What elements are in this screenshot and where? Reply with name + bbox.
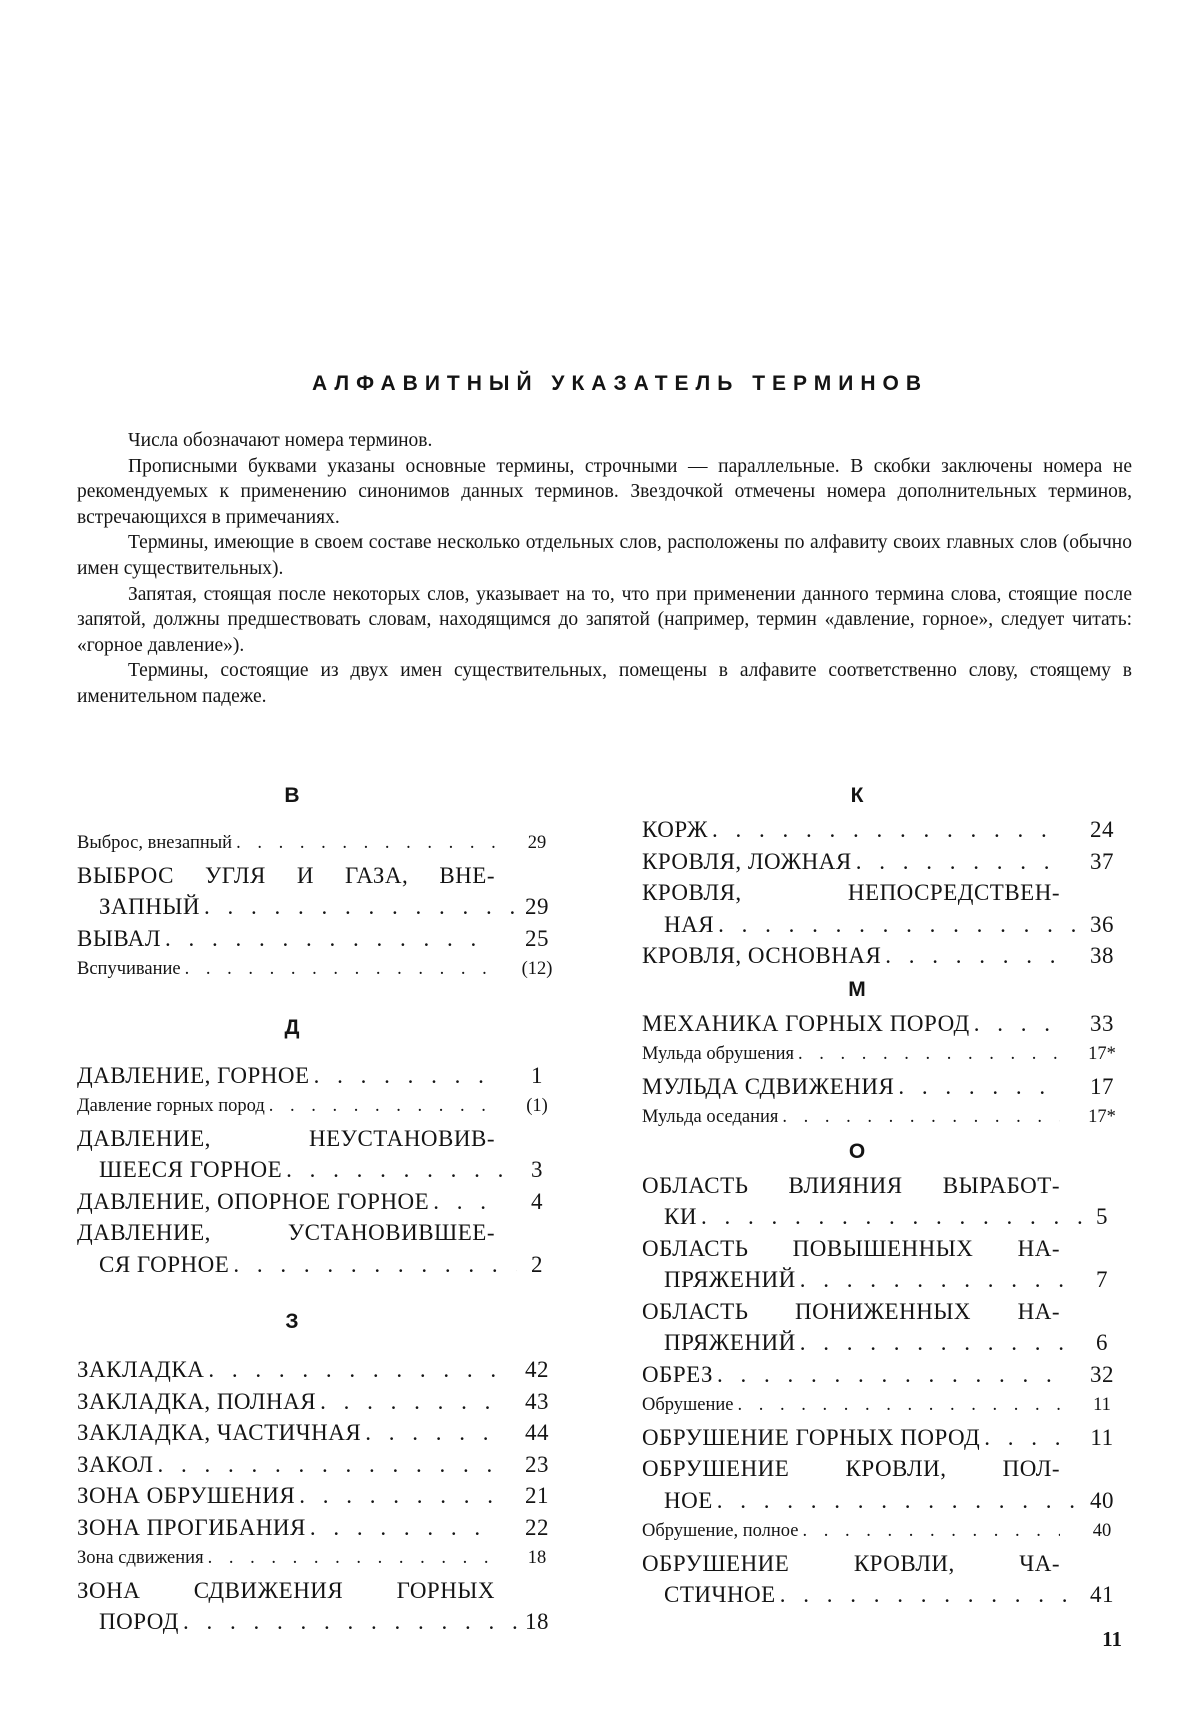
entry-term: ШЕЕСЯ ГОРНОЕ bbox=[99, 1154, 282, 1186]
dot-leader bbox=[183, 1606, 517, 1638]
entry-term: ЗАПНЫЙ bbox=[99, 891, 200, 923]
index-entry bbox=[642, 1008, 1132, 1040]
index-entry bbox=[642, 1233, 1132, 1296]
index-entry bbox=[642, 1422, 1132, 1454]
index-entry bbox=[77, 1186, 567, 1218]
dot-leader bbox=[269, 1091, 495, 1123]
index-column-right bbox=[642, 778, 1132, 1611]
index-entry bbox=[77, 1449, 567, 1481]
entry-term: КОРЖ bbox=[642, 814, 708, 846]
index-entry bbox=[642, 877, 1132, 940]
dot-leader bbox=[974, 1008, 1060, 1040]
index-entry bbox=[642, 940, 1132, 972]
section-letter: К bbox=[642, 778, 1072, 814]
intro-paragraph: Прописными буквами указаны основные термины, строчными — параллельные. В скобки заключены номера не рекомендуемых к применению синонимов данных терминов. Звездочкой отмечены номера дополнительных терминов, встречающихся в примечаниях. bbox=[77, 454, 1132, 531]
index-entry bbox=[642, 846, 1132, 878]
entry-number: 22 bbox=[507, 1512, 567, 1544]
entry-number: 25 bbox=[507, 923, 567, 955]
entry-term-line: ОБРУШЕНИЕ КРОВЛИ, ЧА- bbox=[642, 1548, 1060, 1580]
entry-term-line: ВЫБРОС УГЛЯ И ГАЗА, ВНЕ- bbox=[77, 860, 495, 892]
dot-leader bbox=[717, 1359, 1060, 1391]
entry-number: 18 bbox=[507, 1543, 567, 1575]
index-entry bbox=[642, 1390, 1132, 1422]
entry-term: ЗАКЛАДКА, ЧАСТИЧНАЯ bbox=[77, 1417, 361, 1449]
entry-number: 40 bbox=[1072, 1516, 1132, 1548]
dot-leader bbox=[314, 1060, 495, 1092]
dot-leader bbox=[365, 1417, 495, 1449]
intro-paragraph: Числа обозначают номера терминов. bbox=[77, 428, 1132, 454]
entry-term-line: КРОВЛЯ, НЕПОСРЕДСТВЕН- bbox=[642, 877, 1060, 909]
entry-term: Давление горных пород bbox=[77, 1091, 265, 1123]
entry-term: Зона сдвижения bbox=[77, 1543, 204, 1575]
entry-number: 5 bbox=[1072, 1201, 1132, 1233]
entry-number: 42 bbox=[507, 1354, 567, 1386]
entry-number: 44 bbox=[507, 1417, 567, 1449]
index-column-left bbox=[77, 778, 567, 1638]
dot-leader bbox=[798, 1039, 1060, 1071]
entry-number: 24 bbox=[1072, 814, 1132, 846]
index-entry bbox=[642, 1548, 1132, 1611]
index-entry bbox=[77, 1091, 567, 1123]
entry-term: ОБРУШЕНИЕ ГОРНЫХ ПОРОД bbox=[642, 1422, 980, 1454]
dot-leader bbox=[185, 954, 495, 986]
entry-number: 21 bbox=[507, 1480, 567, 1512]
index-entry bbox=[642, 1170, 1132, 1233]
entry-term: Обрушение bbox=[642, 1390, 734, 1422]
dot-leader bbox=[299, 1480, 495, 1512]
dot-leader bbox=[738, 1390, 1061, 1422]
dot-leader bbox=[208, 1543, 495, 1575]
entry-term-line: ЗОНА СДВИЖЕНИЯ ГОРНЫХ bbox=[77, 1575, 495, 1607]
entry-number: (1) bbox=[507, 1091, 567, 1123]
dot-leader bbox=[433, 1186, 495, 1218]
entry-term: Вспучивание bbox=[77, 954, 181, 986]
index-entry bbox=[77, 1480, 567, 1512]
dot-leader bbox=[802, 1516, 1060, 1548]
entry-number: 43 bbox=[507, 1386, 567, 1418]
entry-number: 29 bbox=[507, 891, 567, 923]
dot-leader bbox=[885, 940, 1060, 972]
entry-term: ОБРЕЗ bbox=[642, 1359, 713, 1391]
entry-number: 4 bbox=[507, 1186, 567, 1218]
entry-number: 11 bbox=[1072, 1422, 1132, 1454]
dot-leader bbox=[984, 1422, 1060, 1454]
intro-paragraph: Термины, состоящие из двух имен существительных, помещены в алфавите соответственно слову, стоящему в именительном падеже. bbox=[77, 658, 1132, 709]
section-letter: В bbox=[77, 778, 507, 814]
index-entry bbox=[642, 1102, 1132, 1134]
section-letter: М bbox=[642, 972, 1072, 1008]
index-entry bbox=[77, 1512, 567, 1544]
entry-term: ЗАКЛАДКА bbox=[77, 1354, 204, 1386]
entry-term: КРОВЛЯ, ОСНОВНАЯ bbox=[642, 940, 881, 972]
entry-number: 23 bbox=[507, 1449, 567, 1481]
dot-leader bbox=[320, 1386, 495, 1418]
dot-leader bbox=[208, 1354, 495, 1386]
entry-term: НАЯ bbox=[664, 909, 714, 941]
entry-number: 6 bbox=[1072, 1327, 1132, 1359]
entry-number: 17* bbox=[1072, 1102, 1132, 1134]
page-number: 11 bbox=[1102, 1627, 1122, 1652]
entry-number: 2 bbox=[507, 1249, 567, 1281]
entry-number: 17 bbox=[1072, 1071, 1132, 1103]
index-entry bbox=[642, 1453, 1132, 1516]
dot-leader bbox=[233, 1249, 517, 1281]
entry-term: МЕХАНИКА ГОРНЫХ ПОРОД bbox=[642, 1008, 970, 1040]
entry-term: СЯ ГОРНОЕ bbox=[99, 1249, 229, 1281]
index-entry bbox=[77, 828, 567, 860]
entry-number: (12) bbox=[507, 954, 567, 986]
dot-leader bbox=[800, 1264, 1082, 1296]
entry-term: Мульда оседания bbox=[642, 1102, 778, 1134]
intro-paragraph: Запятая, стоящая после некоторых слов, указывает на то, что при применении данного термина слова, стоящие после запятой, должны предшествовать словам, находящимся до запятой (например, термин «давление, горное», следует читать: «горное давление»). bbox=[77, 582, 1132, 659]
entry-term: МУЛЬДА СДВИЖЕНИЯ bbox=[642, 1071, 894, 1103]
dot-leader bbox=[204, 891, 517, 923]
index-entry bbox=[77, 1123, 567, 1186]
dot-leader bbox=[717, 1485, 1082, 1517]
entry-term: КИ bbox=[664, 1201, 697, 1233]
index-entry bbox=[642, 1359, 1132, 1391]
entry-number: 38 bbox=[1072, 940, 1132, 972]
entry-term: Мульда обрушения bbox=[642, 1039, 794, 1071]
entry-term: ЗАКЛАДКА, ПОЛНАЯ bbox=[77, 1386, 316, 1418]
entry-number: 41 bbox=[1072, 1579, 1132, 1611]
dot-leader bbox=[856, 846, 1060, 878]
entry-term-line: ДАВЛЕНИЕ, НЕУСТАНОВИВ- bbox=[77, 1123, 495, 1155]
index-entry bbox=[77, 1575, 567, 1638]
dot-leader bbox=[157, 1449, 495, 1481]
entry-number: 33 bbox=[1072, 1008, 1132, 1040]
entry-term: ПРЯЖЕНИЙ bbox=[664, 1327, 796, 1359]
index-entry bbox=[642, 814, 1132, 846]
entry-number: 29 bbox=[507, 828, 567, 860]
index-entry bbox=[77, 860, 567, 923]
entry-number: 40 bbox=[1072, 1485, 1132, 1517]
entry-number: 7 bbox=[1072, 1264, 1132, 1296]
entry-number: 1 bbox=[507, 1060, 567, 1092]
index-entry bbox=[642, 1516, 1132, 1548]
dot-leader bbox=[800, 1327, 1082, 1359]
entry-term: ЗОНА ПРОГИБАНИЯ bbox=[77, 1512, 306, 1544]
dot-leader bbox=[780, 1579, 1082, 1611]
entry-term-line: ОБЛАСТЬ ПОНИЖЕННЫХ НА- bbox=[642, 1296, 1060, 1328]
index-entry bbox=[77, 1543, 567, 1575]
document-page bbox=[0, 0, 1200, 1729]
entry-term: ПРЯЖЕНИЙ bbox=[664, 1264, 796, 1296]
entry-term-line: ОБРУШЕНИЕ КРОВЛИ, ПОЛ- bbox=[642, 1453, 1060, 1485]
dot-leader bbox=[310, 1512, 495, 1544]
section-letter: Д bbox=[77, 1010, 507, 1046]
index-entry bbox=[642, 1039, 1132, 1071]
entry-term: ДАВЛЕНИЕ, ГОРНОЕ bbox=[77, 1060, 310, 1092]
index-entry bbox=[77, 1217, 567, 1280]
dot-leader bbox=[165, 923, 495, 955]
index-entry bbox=[77, 1386, 567, 1418]
index-entry bbox=[642, 1071, 1132, 1103]
entry-term: СТИЧНОЕ bbox=[664, 1579, 776, 1611]
page-title: АЛФАВИТНЫЙ УКАЗАТЕЛЬ ТЕРМИНОВ bbox=[20, 372, 1200, 396]
entry-term-line: ОБЛАСТЬ ПОВЫШЕННЫХ НА- bbox=[642, 1233, 1060, 1265]
entry-term: ВЫВАЛ bbox=[77, 923, 161, 955]
dot-leader bbox=[718, 909, 1082, 941]
intro-text bbox=[77, 428, 1132, 710]
entry-term: Обрушение, полное bbox=[642, 1516, 798, 1548]
index-entry bbox=[77, 1417, 567, 1449]
dot-leader bbox=[701, 1201, 1082, 1233]
index-entry bbox=[642, 1296, 1132, 1359]
entry-number: 17* bbox=[1072, 1039, 1132, 1071]
dot-leader bbox=[286, 1154, 517, 1186]
index-entry bbox=[77, 1060, 567, 1092]
entry-number: 18 bbox=[507, 1606, 567, 1638]
intro-paragraph: Термины, имеющие в своем составе несколько отдельных слов, расположены по алфавиту своих главных слов (обычно имен существительных). bbox=[77, 530, 1132, 581]
entry-term: КРОВЛЯ, ЛОЖНАЯ bbox=[642, 846, 852, 878]
entry-number: 37 bbox=[1072, 846, 1132, 878]
entry-term-line: ДАВЛЕНИЕ, УСТАНОВИВШЕЕ- bbox=[77, 1217, 495, 1249]
entry-term: ПОРОД bbox=[99, 1606, 179, 1638]
index-entry bbox=[77, 954, 567, 986]
entry-term-line: ОБЛАСТЬ ВЛИЯНИЯ ВЫРАБОТ- bbox=[642, 1170, 1060, 1202]
entry-term: Выброс, внезапный bbox=[77, 828, 232, 860]
index-entry bbox=[77, 923, 567, 955]
entry-number: 32 bbox=[1072, 1359, 1132, 1391]
entry-term: ЗОНА ОБРУШЕНИЯ bbox=[77, 1480, 295, 1512]
index-entry bbox=[77, 1354, 567, 1386]
dot-leader bbox=[782, 1102, 1060, 1134]
section-letter: О bbox=[642, 1134, 1072, 1170]
entry-term: НОЕ bbox=[664, 1485, 713, 1517]
entry-term: ЗАКОЛ bbox=[77, 1449, 153, 1481]
entry-number: 36 bbox=[1072, 909, 1132, 941]
dot-leader bbox=[236, 828, 495, 860]
entry-number: 11 bbox=[1072, 1390, 1132, 1422]
section-letter: З bbox=[77, 1304, 507, 1340]
entry-number: 3 bbox=[507, 1154, 567, 1186]
dot-leader bbox=[898, 1071, 1060, 1103]
entry-term: ДАВЛЕНИЕ, ОПОРНОЕ ГОРНОЕ bbox=[77, 1186, 429, 1218]
dot-leader bbox=[712, 814, 1060, 846]
